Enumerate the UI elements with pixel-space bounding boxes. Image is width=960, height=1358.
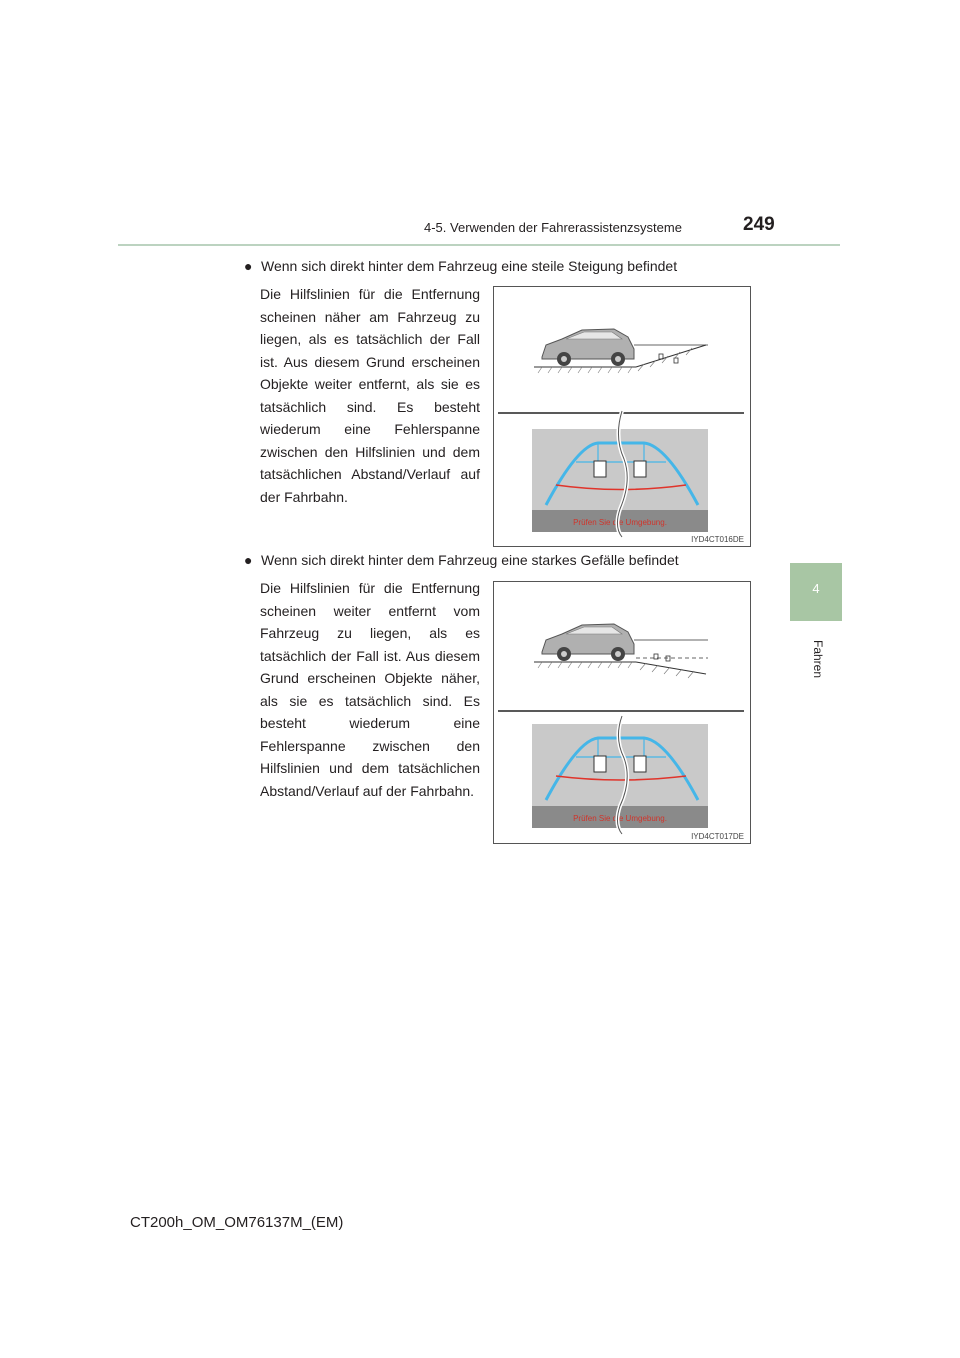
figure-uphill — [493, 286, 751, 547]
document-code: CT200h_OM_OM76137M_(EM) — [130, 1214, 344, 1231]
bullet-icon: ● — [244, 258, 253, 274]
item-heading: Wenn sich direkt hinter dem Fahrzeug eine starkes Gefälle befindet — [261, 552, 679, 568]
chapter-number: 4 — [812, 581, 820, 596]
item-paragraph: Die Hilfslinien für die Entfernung scheinen näher am Fahrzeug zu liegen, als es tatsächlich der Fall ist. Aus diesem Grund erscheinen Objekte weiter entfernt, als sie es tatsächlich sind. Es besteht wiederum eine Fehlerspanne zwischen den Hilfslinien und dem tatsächlichen Abstand/Verlauf auf der Fahrbahn. — [260, 286, 480, 505]
downhill-illustration — [494, 582, 750, 843]
item-heading: Wenn sich direkt hinter dem Fahrzeug eine steile Steigung befindet — [261, 258, 678, 274]
page-number: 249 — [743, 214, 775, 235]
uphill-illustration — [494, 287, 750, 546]
chapter-label: Fahren — [811, 639, 825, 679]
screen-message: Prüfen Sie die Umgebung. — [573, 518, 667, 527]
figure-code: IYD4CT016DE — [691, 535, 744, 544]
header-rule — [118, 244, 840, 246]
figure-code: IYD4CT017DE — [691, 832, 744, 841]
car-side-view — [542, 329, 634, 366]
item-paragraph: Die Hilfslinien für die Entfernung scheinen weiter entfernt vom Fahrzeug zu liegen, als es tatsächlich der Fall ist. Aus diesem Grund erscheinen Objekte näher, als sie es tatsächlich sind. Es besteht wiederum eine Fehlerspanne zwischen den Hilfslinien und dem tatsächlichen Abstand/Verlauf auf der Fahrbahn. — [260, 580, 480, 799]
car-side-view — [542, 624, 634, 661]
screen-message: Prüfen Sie die Umgebung. — [573, 814, 667, 823]
bullet-icon: ● — [244, 552, 253, 568]
figure-downhill — [493, 581, 751, 844]
header-section-title: 4-5. Verwenden der Fahrerassistenzsysteme — [424, 220, 682, 235]
chapter-tab — [790, 563, 842, 621]
